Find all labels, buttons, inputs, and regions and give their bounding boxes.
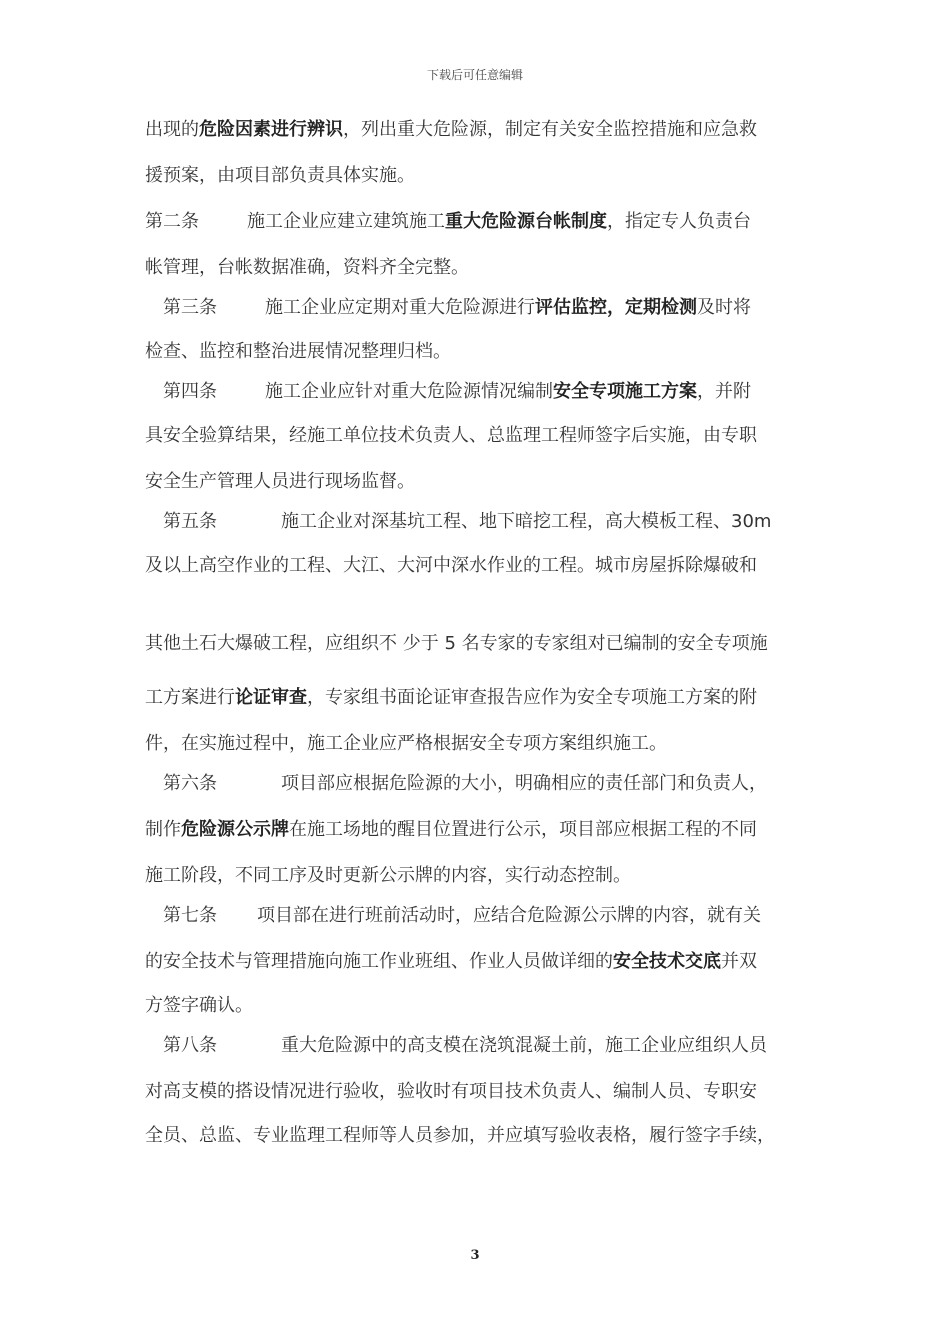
text-run: 30m bbox=[731, 511, 772, 532]
bold-term: 安全技术交底 bbox=[613, 951, 721, 972]
text-line bbox=[145, 1124, 775, 1148]
page-header: 下载后可任意编辑 bbox=[426, 68, 523, 82]
text-run: 件，在实施过程中，施工企业应严格根据安全专项方案组织施工。 bbox=[145, 733, 667, 754]
text-line bbox=[163, 904, 761, 928]
text-line bbox=[145, 210, 751, 234]
text-line bbox=[145, 118, 757, 142]
text-run: 施工企业应针对重大危险源情况编制 bbox=[265, 381, 553, 402]
text-line bbox=[145, 732, 667, 756]
text-run: 在施工场地的醒目位置进行公示，项目部应根据工程的不同 bbox=[289, 819, 757, 840]
text-line bbox=[163, 380, 751, 404]
text-run: 的安全技术与管理措施向施工作业班组、作业人员做详细的 bbox=[145, 951, 613, 972]
text-run: 全员、总监、专业监理工程师等人员参加，并应填写验收表格，履行签字手续， bbox=[145, 1125, 775, 1146]
text-line bbox=[163, 510, 771, 534]
text-run: 其他土石大爆破工程，应组织不 少于 bbox=[145, 633, 445, 654]
text-run: ，指定专人负责台 bbox=[607, 211, 751, 232]
text-run: 检查、监控和整治进展情况整理归档。 bbox=[145, 341, 451, 362]
text-run: 及以上高空作业的工程、大江、大河中深水作业的工程。城市房屋拆除爆破和 bbox=[145, 555, 757, 576]
text-line bbox=[145, 424, 757, 448]
text-line bbox=[145, 1080, 757, 1104]
text-run: 施工企业对深基坑工程、地下暗挖工程，高大模板工程、 bbox=[281, 511, 731, 532]
bold-term: 安全专项施工方案 bbox=[553, 381, 697, 402]
text-run: 工方案进行 bbox=[145, 687, 235, 708]
bold-term: 重大危险源台帐制度 bbox=[445, 211, 607, 232]
bold-term: 论证审查 bbox=[235, 687, 307, 708]
text-run: 项目部在进行班前活动时，应结合危险源公示牌的内容，就有关 bbox=[257, 905, 761, 926]
page-number: 3 bbox=[470, 1248, 480, 1263]
text-run: 第三条 bbox=[163, 297, 217, 318]
text-run: 名专家的专家组对已编制的安全专项施 bbox=[455, 633, 768, 654]
text-run: 施工企业应建立建筑施工 bbox=[247, 211, 445, 232]
text-run: ，并附 bbox=[697, 381, 751, 402]
text-run: 5 bbox=[444, 633, 456, 654]
text-run: 对高支模的搭设情况进行验收，验收时有项目技术负责人、编制人员、专职安 bbox=[145, 1081, 757, 1102]
text-run: 重大危险源中的高支模在浇筑混凝土前，施工企业应组织人员 bbox=[281, 1035, 767, 1056]
text-line bbox=[163, 772, 767, 796]
text-run: 第六条 bbox=[163, 773, 217, 794]
text-run: 及时将 bbox=[697, 297, 751, 318]
text-line bbox=[163, 296, 751, 320]
text-line bbox=[145, 864, 631, 888]
text-run: 援预案，由项目部负责具体实施。 bbox=[145, 165, 415, 186]
text-run: 出现的 bbox=[145, 119, 199, 140]
text-line bbox=[145, 994, 253, 1018]
text-run: 具安全验算结果，经施工单位技术负责人、总监理工程师签字后实施，由专职 bbox=[145, 425, 757, 446]
text-run: 制作 bbox=[145, 819, 181, 840]
text-run: 方签字确认。 bbox=[145, 995, 253, 1016]
text-line bbox=[145, 164, 415, 188]
text-line bbox=[145, 632, 768, 656]
bold-term: 评估监控，定期检测 bbox=[535, 297, 697, 318]
text-run: 施工阶段，不同工序及时更新公示牌的内容，实行动态控制。 bbox=[145, 865, 631, 886]
text-line bbox=[163, 1034, 767, 1058]
text-line bbox=[145, 950, 757, 974]
text-line bbox=[145, 818, 757, 842]
text-line bbox=[145, 470, 415, 494]
text-run: 第四条 bbox=[163, 381, 217, 402]
text-run: ，专家组书面论证审查报告应作为安全专项施工方案的附 bbox=[307, 687, 757, 708]
text-run: 项目部应根据危险源的大小，明确相应的责任部门和负责人， bbox=[281, 773, 767, 794]
bold-term: 危险因素进行辨识 bbox=[199, 119, 343, 140]
bold-term: 危险源公示牌 bbox=[181, 819, 289, 840]
text-run: 施工企业应定期对重大危险源进行 bbox=[265, 297, 535, 318]
text-run: 第五条 bbox=[163, 511, 217, 532]
text-run: 第八条 bbox=[163, 1035, 217, 1056]
text-line bbox=[145, 256, 469, 280]
text-run: 帐管理，台帐数据准确，资料齐全完整。 bbox=[145, 257, 469, 278]
text-run: ，列出重大危险源，制定有关安全监控措施和应急救 bbox=[343, 119, 757, 140]
text-run: 并双 bbox=[721, 951, 757, 972]
text-run: 第二条 bbox=[145, 211, 199, 232]
text-run: 安全生产管理人员进行现场监督。 bbox=[145, 471, 415, 492]
text-line bbox=[145, 340, 451, 364]
text-run: 第七条 bbox=[163, 905, 217, 926]
text-line bbox=[145, 686, 757, 710]
text-line bbox=[145, 554, 757, 578]
